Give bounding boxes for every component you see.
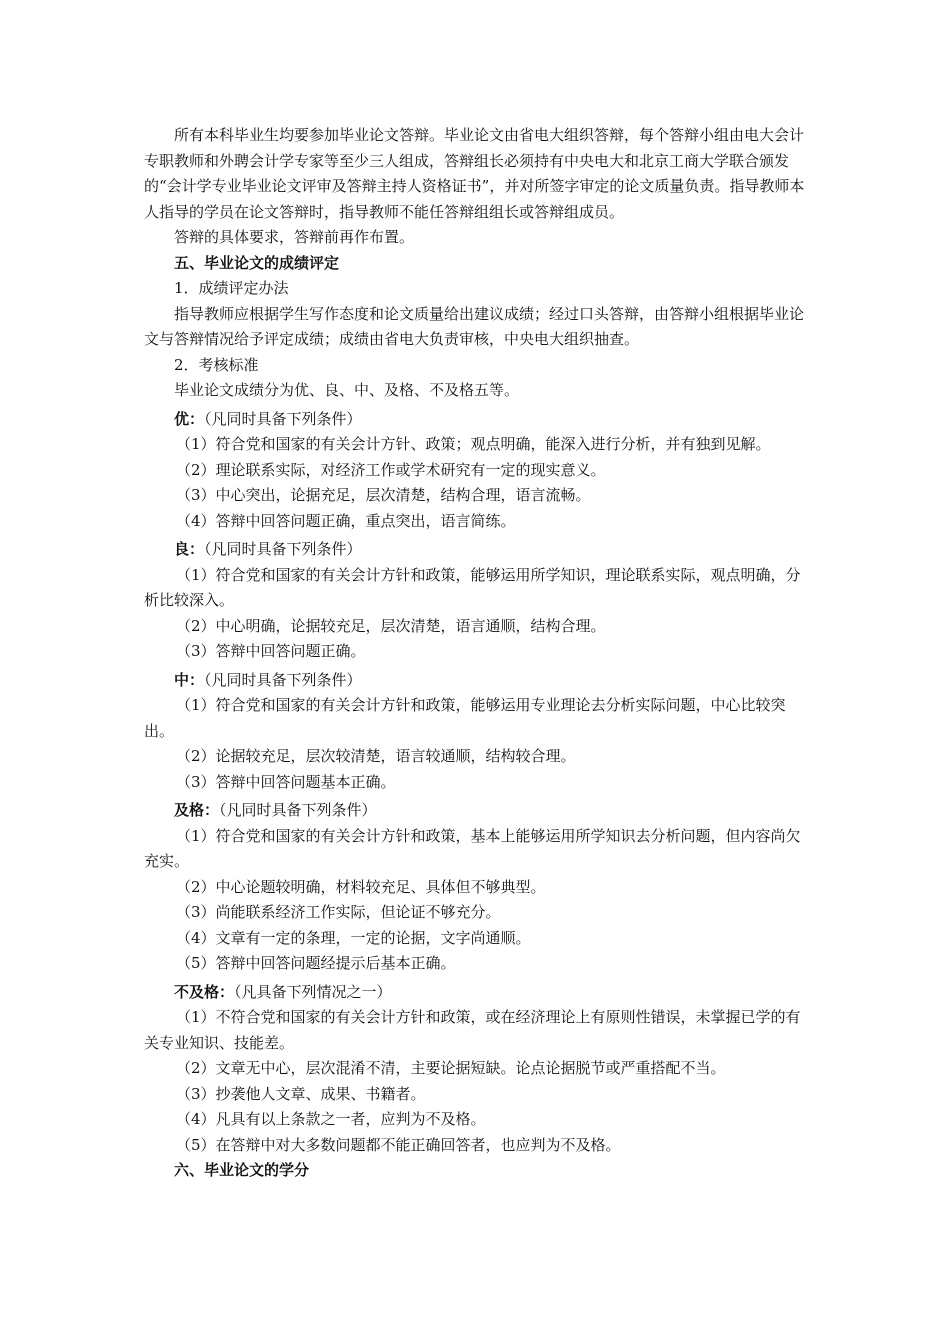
grade-condition: （凡同时具备下列条件） xyxy=(204,409,362,428)
list-item: （3）答辩中回答问题正确。 xyxy=(176,642,366,660)
grade-excellent-heading xyxy=(144,407,812,433)
list-item: （3）抄袭他人文章、成果、书籍者。 xyxy=(176,1084,426,1103)
list-item: （4）凡具有以上条款之一者，应判为不及格。 xyxy=(176,1110,486,1128)
grade-condition: （凡同时具备下列条件） xyxy=(219,801,377,819)
list-item: （3）答辩中回答问题基本正确。 xyxy=(176,772,396,791)
list-item: （5）在答辩中对大多数问题都不能正确回答者，也应判为不及格。 xyxy=(176,1135,621,1154)
grade-label: 及格： xyxy=(174,801,220,819)
list-item: （1）符合党和国家的有关会计方针和政策，基本上能够运用所学知识去分析问题，但内容尚欠充实。 xyxy=(144,826,801,870)
grade-label: 良： xyxy=(174,540,205,558)
list-item: （1）符合党和国家的有关会计方针和政策，能够运用所学知识，理论联系实际，观点明确，分析比较深入。 xyxy=(144,565,801,609)
subsection-text-1: 指导教师应根据学生写作态度和论文质量给出建议成绩；经过口头答辩，由答辩小组根据毕业论文与答辩情况给予评定成绩；成绩由省电大负责审核，中央电大组织抽查。 xyxy=(144,304,805,348)
intro-paragraph-2: 答辩的具体要求，答辩前再作布置。 xyxy=(174,228,415,246)
grade-label: 中： xyxy=(174,670,205,689)
list-item: （1）不符合党和国家的有关会计方针和政策，或在经济理论上有原则性错误，未掌握已学的有关专业知识、技能差。 xyxy=(144,1008,801,1052)
grade-fail-heading xyxy=(144,980,812,1006)
list-item: （2）中心明确，论据较充足，层次清楚，语言通顺，结构合理。 xyxy=(176,616,606,635)
list-item: （2）文章无中心，层次混淆不清，主要论据短缺。论点论据脱节或严重搭配不当。 xyxy=(176,1059,726,1077)
list-item: （3）尚能联系经济工作实际，但论证不够充分。 xyxy=(176,903,501,921)
grade-condition: （凡同时具备下列条件） xyxy=(204,670,362,689)
grade-good-heading xyxy=(144,537,812,563)
subsection-title-1: 1．成绩评定办法 xyxy=(174,279,289,297)
grade-pass-heading xyxy=(144,798,812,824)
section-heading-6: 六、毕业论文的学分 xyxy=(174,1161,310,1179)
document-page xyxy=(144,123,812,1184)
grade-label: 不及格： xyxy=(174,982,235,1001)
subsection-title-2: 2．考核标准 xyxy=(174,355,259,374)
list-item: （5）答辩中回答问题经提示后基本正确。 xyxy=(176,954,456,972)
section-heading-5: 五、毕业论文的成绩评定 xyxy=(174,253,340,272)
subsection-text-2: 毕业论文成绩分为优、良、中、及格、不及格五等。 xyxy=(174,381,520,399)
list-item: （1）符合党和国家的有关会计方针和政策，能够运用专业理论去分析实际问题，中心比较突出。 xyxy=(144,696,786,740)
intro-paragraph: 所有本科毕业生均要参加毕业论文答辩。毕业论文由省电大组织答辩，每个答辩小组由电大会计专职教师和外聘会计学专家等至少三人组成，答辩组长必须持有中央电大和北京工商大学联合颁发的“会计学专业毕业论文评审及答辩主持人资格证书”，并对所签字审定的论文质量负责。指导教师本人指导的学员在论文答辩时，指导教师不能任答辩组组长或答辩组成员。 xyxy=(144,126,805,221)
list-item: （4）答辩中回答问题正确，重点突出，语言简练。 xyxy=(176,511,516,530)
grade-condition: （凡具备下列情况之一） xyxy=(234,982,392,1001)
list-item: （2）论据较充足，层次较清楚，语言较通顺，结构较合理。 xyxy=(176,747,576,765)
grade-medium-heading xyxy=(144,668,812,694)
list-item: （1）符合党和国家的有关会计方针、政策；观点明确，能深入进行分析，并有独到见解。 xyxy=(176,435,771,453)
list-item: （3）中心突出，论据充足，层次清楚，结构合理，语言流畅。 xyxy=(176,486,591,504)
grade-condition: （凡同时具备下列条件） xyxy=(204,540,362,558)
grade-label: 优： xyxy=(174,409,205,428)
list-item: （4）文章有一定的条理，一定的论据，文字尚通顺。 xyxy=(176,928,531,947)
list-item: （2）理论联系实际，对经济工作或学术研究有一定的现实意义。 xyxy=(176,460,606,479)
list-item: （2）中心论题较明确，材料较充足、具体但不够典型。 xyxy=(176,877,546,896)
